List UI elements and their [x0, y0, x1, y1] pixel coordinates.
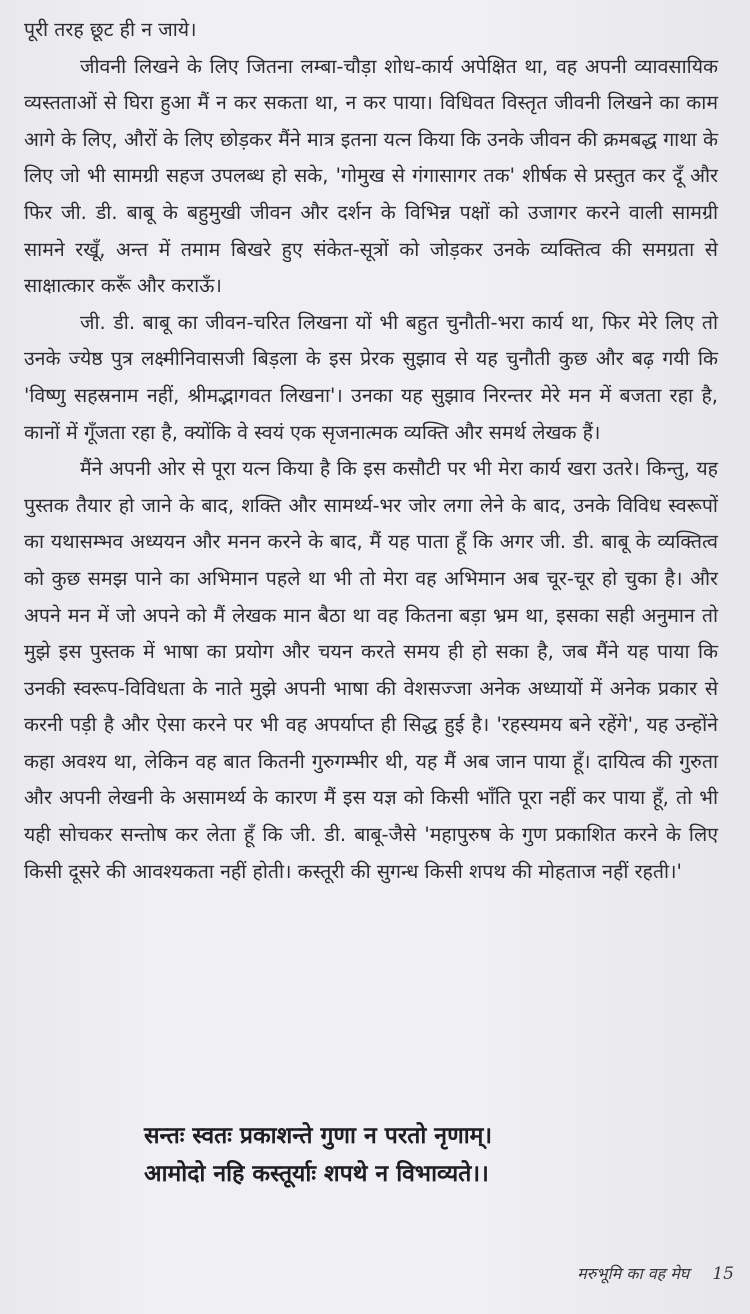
body-text: [24, 12, 718, 890]
verse-line-2: आमोदो नहि कस्तूर्याः शपथे न विभाव्यते।।: [144, 1160, 489, 1187]
paragraph-challenge: जी. डी. बाबू का जीवन-चरित लिखना यों भी बहुत चुनौती-भरा कार्य था, फिर मेरे लिए तो उनके ज्येष्ठ पुत्र लक्ष्मीनिवासजी बिड़ला के इस प्रेरक सुझाव से यह चुनौती कुछ और बढ़ गयी कि 'विष्णु सहस्रनाम नहीं, श्रीमद्भागवत लिखना'। उनका यह सुझाव निरन्तर मेरे मन में बजता रहा है, कानों में गूँजता रहा है, क्योंकि वे स्वयं एक सृजनात्मक व्यक्ति और समर्थ लेखक हैं।: [24, 310, 718, 444]
verse-line-1: सन्तः स्वतः प्रकाशन्ते गुणा न परतो नृणाम्।: [144, 1122, 493, 1149]
sanskrit-verse: [144, 1117, 724, 1193]
paragraph-continuation: पूरी तरह छूट ही न जाये।: [24, 18, 197, 41]
page-number: 15: [712, 1264, 734, 1284]
paragraph-biography-scope: जीवनी लिखने के लिए जितना लम्बा-चौड़ा शोध-कार्य अपेक्षित था, वह अपनी व्यावसायिक व्यस्तताओं से घिरा हुआ मैं न कर सकता था, न कर पाया। विधिवत विस्तृत जीवनी लिखने का काम आगे के लिए, औरों के लिए छोड़कर मैंने मात्र इतना यत्न किया कि उनके जीवन की क्रमबद्ध गाथा के लिए जो भी सामग्री सहज उपलब्ध हो सके, 'गोमुख से गंगासागर तक' शीर्षक से प्रस्तुत कर दूँ और फिर जी. डी. बाबू के बहुमुखी जीवन और दर्शन के विभिन्न पक्षों को उजागर करने वाली सामग्री सामने रखूँ, अन्त में तमाम बिखरे हुए संकेत-सूत्रों को जोड़कर उनके व्यक्तित्व की समग्रता से साक्षात्कार करूँ और कराऊँ।: [24, 54, 718, 298]
running-title: मरुभूमि का वह मेघ: [577, 1264, 690, 1283]
paragraph-effort: मैंने अपनी ओर से पूरा यत्न किया है कि इस कसौटी पर भी मेरा कार्य खरा उतरे। किन्तु, यह पुस्तक तैयार हो जाने के बाद, शक्ति और सामर्थ्य-भर जोर लगा लेने के बाद, उनके विविध स्वरूपों का यथासम्भव अध्ययन और मनन करने के बाद, मैं यह पाता हूँ कि अगर जी. डी. बाबू के व्यक्तित्व को कुछ समझ पाने का अभिमान पहले था भी तो मेरा वह अभिमान अब चूर-चूर हो चुका है। और अपने मन में जो अपने को मैं लेखक मान बैठा था वह कितना बड़ा भ्रम था, इसका सही अनुमान तो मुझे इस पुस्तक में भाषा का प्रयोग और चयन करते समय ही हो सका है, जब मैंने यह पाया कि उनकी स्वरूप-विविधता के नाते मुझे अपनी भाषा की वेशसज्जा अनेक अध्यायों में अनेक प्रकार से करनी पड़ी है और ऐसा करने पर भी वह अपर्याप्त ही सिद्ध हुई है। 'रहस्यमय बने रहेंगे', यह उन्होंने कहा अवश्य था, लेकिन वह बात कितनी गुरुगम्भीर थी, यह मैं अब जान पाया हूँ। दायित्व की गुरुता और अपनी लेखनी के असामर्थ्य के कारण मैं इस यज्ञ को किसी भाँति पूरा नहीं कर पाया हूँ, तो भी यही सोचकर सन्तोष कर लेता हूँ कि जी. डी. बाबू-जैसे 'महापुरुष के गुण प्रकाशित करने के लिए किसी दूसरे की आवश्यकता नहीं होती। कस्तूरी की सुगन्ध किसी शपथ की मोहताज नहीं रहती।': [24, 457, 718, 883]
page-footer: [577, 1262, 734, 1284]
